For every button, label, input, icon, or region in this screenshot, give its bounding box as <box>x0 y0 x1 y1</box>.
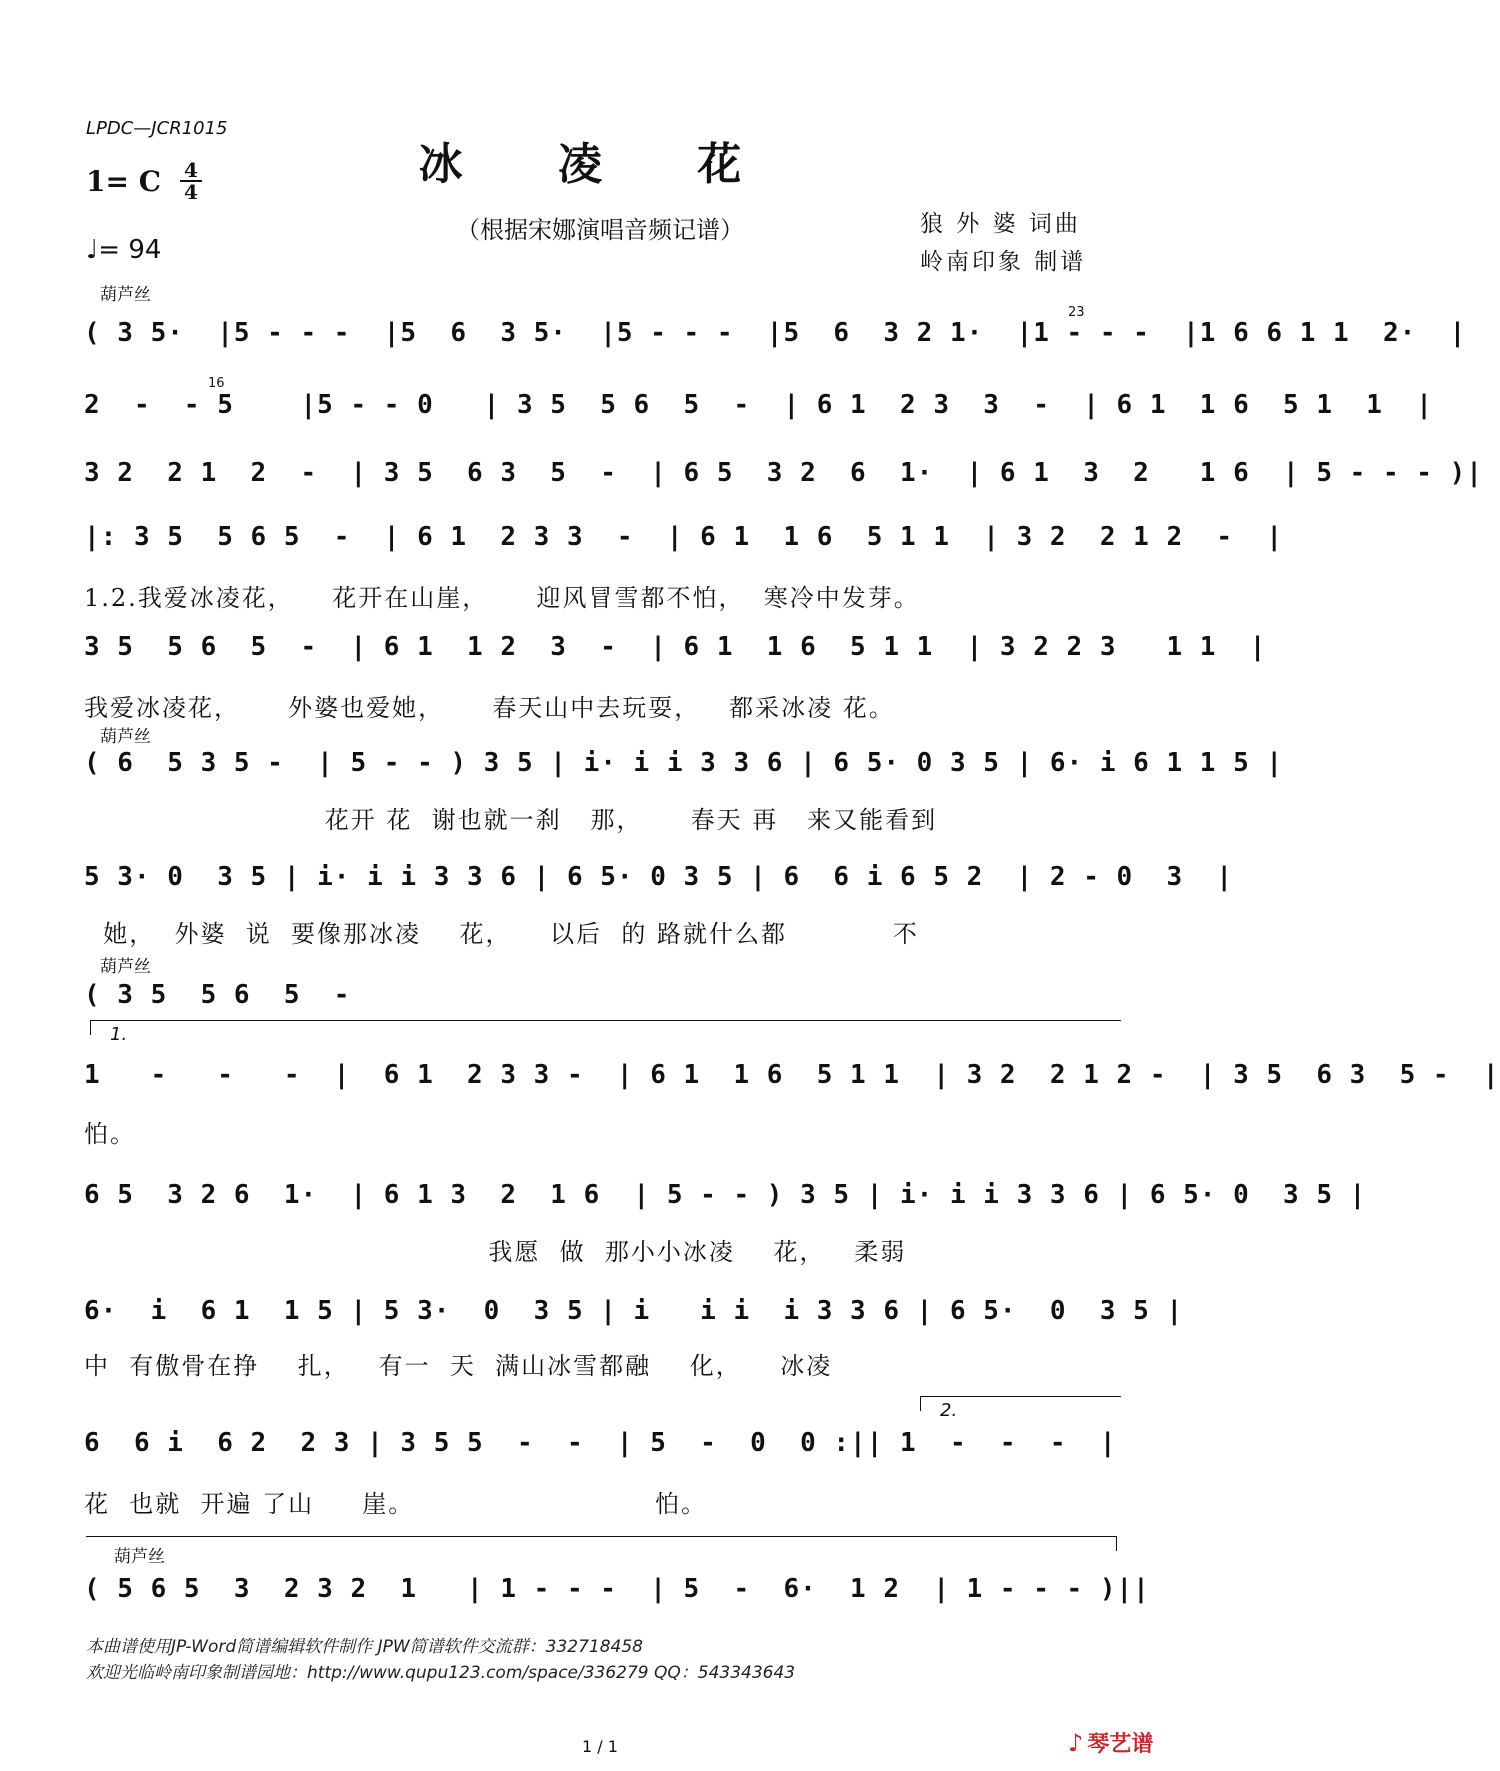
score-row-13: ( 5 6 5 3 2 3 2 1 | 1 - - - | 5 - 6· 1 2 | 1 - - - )|| <box>84 1574 1150 1604</box>
volta-label-1: 1. <box>110 1024 128 1045</box>
footer-software-note: 本曲谱使用JP-Word简谱编辑软件制作 JPW简谱软件交流群：332718458 <box>86 1637 643 1657</box>
score-row-7: 5 3· 0 3 5 | i· i i 3 3 6 | 6 5· 0 3 5 | 6 6 i 6 5 2 | 2 - 0 3 | <box>84 862 1234 892</box>
logo-icon: ♪ <box>1068 1729 1084 1757</box>
song-subtitle: （根据宋娜演唱音频记谱） <box>456 216 744 244</box>
score-row-1: ( 3 5· |5 - - - |5 6 3 5· |5 - - - |5 6 3 2 1· |1 - - - |1 6 6 1 1 2· | <box>84 318 1467 348</box>
score-row-6: ( 6 5 3 5 - | 5 - - ) 3 5 | i· i i 3 3 6 | 6 5· 0 3 5 | 6· i 6 1 1 5 | <box>84 748 1284 778</box>
score-row-8: ( 3 5 5 6 5 - <box>84 980 351 1010</box>
instrument-label: 葫芦丝 <box>100 957 151 977</box>
grace-note: 23 <box>1068 305 1085 320</box>
lyricist-composer-credit: 狼 外 婆 词曲 <box>920 211 1081 237</box>
site-logo <box>1068 1727 1153 1758</box>
meter-bottom: 4 <box>180 180 202 202</box>
score-row-4: |: 3 5 5 6 5 - | 6 1 2 3 3 - | 6 1 1 6 5 1 1 | 3 2 2 1 2 - | <box>84 522 1284 552</box>
lyric-row-5: 我爱冰凌花， 外婆也爱她， 春天山中去玩耍， 都采冰凌 花。 <box>84 694 895 722</box>
meter-top: 4 <box>184 158 198 182</box>
logo-text: 琴艺谱 <box>1087 1732 1154 1757</box>
instrument-label: 葫芦丝 <box>100 285 151 305</box>
instrument-label: 葫芦丝 <box>114 1547 165 1567</box>
key-signature: 1= C <box>86 165 161 198</box>
score-code: LPDC—JCR1015 <box>86 118 228 139</box>
footer-website-note: 欢迎光临岭南印象制谱园地：http://www.qupu123.com/space/336279 QQ：543343643 <box>86 1663 796 1683</box>
score-row-10: 6 5 3 2 6 1· | 6 1 3 2 1 6 | 5 - - ) 3 5 | i· i i 3 3 6 | 6 5· 0 3 5 | <box>84 1180 1367 1210</box>
lyric-row-7: 她， 外婆 说 要像那冰凌 花， 以后 的 路就什么都 不 <box>84 920 919 948</box>
outro-bracket <box>86 1536 1117 1551</box>
score-row-3: 3 2 2 1 2 - | 3 5 6 3 5 - | 6 5 3 2 6 1· | 6 1 3 2 1 6 | 5 - - - )| <box>84 458 1483 488</box>
volta-bracket-1 <box>90 1020 1121 1035</box>
score-row-5: 3 5 5 6 5 - | 6 1 1 2 3 - | 6 1 1 6 5 1 1 | 3 2 2 3 1 1 | <box>84 632 1267 662</box>
volta-label-2: 2. <box>940 1400 958 1421</box>
lyric-row-11: 中 有傲骨在挣 扎， 有一 天 满山冰雪都融 化， 冰凌 <box>84 1352 833 1380</box>
lyric-row-4: 1.2.我爱冰凌花， 花开在山崖， 迎风冒雪都不怕， 寒冷中发芽。 <box>84 584 920 612</box>
transcriber-credit: 岭南印象 制谱 <box>920 249 1087 275</box>
song-title: 冰 凌 花 <box>418 139 782 190</box>
score-row-11: 6· i 6 1 1 5 | 5 3· 0 3 5 | i i i i 3 3 6 | 6 5· 0 3 5 | <box>84 1296 1184 1326</box>
page-number: 1 / 1 <box>582 1737 618 1756</box>
score-row-2: 2 - - 5 |5 - - 0 | 3 5 5 6 5 - | 6 1 2 3 3 - | 6 1 1 6 5 1 1 | <box>84 390 1433 420</box>
tempo-marking: ♩= 94 <box>86 235 162 265</box>
lyric-row-12: 花 也就 开遍 了山 崖。 怕。 <box>84 1490 708 1518</box>
time-signature <box>180 160 202 202</box>
lyric-row-9: 怕。 <box>84 1120 136 1148</box>
score-row-12: 6 6 i 6 2 2 3 | 3 5 5 - - | 5 - 0 0 :|| 1 - - - | <box>84 1428 1117 1458</box>
grace-note: 16 <box>208 376 225 391</box>
lyric-row-6: 花开 花 谢也就一刹 那， 春天 再 来又能看到 <box>84 806 938 834</box>
score-row-9: 1 - - - | 6 1 2 3 3 - | 6 1 1 6 5 1 1 | 3 2 2 1 2 - | 3 5 6 3 5 - | <box>84 1060 1500 1090</box>
lyric-row-10: 我愿 做 那小小冰凌 花， 柔弱 <box>84 1238 907 1266</box>
instrument-label: 葫芦丝 <box>100 727 151 747</box>
